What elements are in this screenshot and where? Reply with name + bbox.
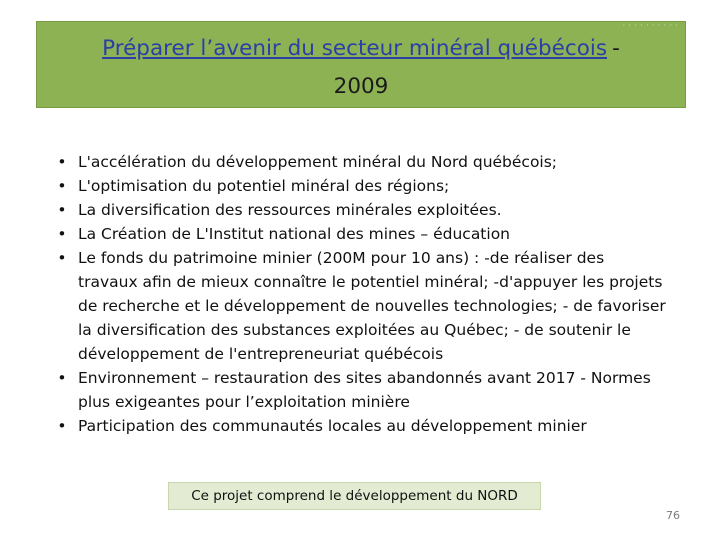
bullet-item [57,174,668,198]
bullet-marker: • [57,153,67,171]
bullet-text: Environnement – restauration des sites abandonnés avant 2017 - Normes plus exigeantes pour l’exploitation minière [78,369,651,411]
bullet-item [57,150,668,174]
bullet-list [57,150,668,438]
bullet-marker: • [57,201,67,219]
bullet-text: L'accélération du développement minéral du Nord québécois; [78,153,558,171]
bullet-text: Participation des communautés locales au développement minier [78,417,587,435]
bullet-item [57,198,668,222]
bullet-text: Le fonds du patrimoine minier (200M pour 10 ans) : -de réaliser des travaux afin de mieux connaître le potentiel minéral; -d'appuyer les projets de recherche et le développement de nouvelles technologies; - de favoriser la diversification des substances exploitées au Québec; - de soutenir le développement de l'entrepreneuriat québécois [78,249,666,363]
bullet-marker: • [57,177,67,195]
bullet-item [57,366,668,414]
bullet-text: L'optimisation du potentiel minéral des régions; [78,177,450,195]
title-link[interactable]: Préparer l’avenir du secteur minéral québécois [102,36,608,61]
bullet-text: La diversification des ressources minérales exploitées. [78,201,502,219]
bullet-item [57,414,668,438]
bullet-marker: • [57,369,67,387]
bullet-marker: • [57,225,67,243]
title-dash: - [612,36,620,61]
bullet-marker: • [57,417,67,435]
bullet-text: La Création de L'Institut national des mines – éducation [78,225,511,243]
title-box [36,21,686,108]
bullet-item [57,222,668,246]
bullet-marker: • [57,249,67,267]
decorative-dots: ·········· [622,21,681,31]
footer-box: Ce projet comprend le développement du NORD [168,482,541,510]
bullet-item [57,246,668,366]
title-year: 2009 [333,74,389,99]
page-number: 76 [666,509,680,522]
